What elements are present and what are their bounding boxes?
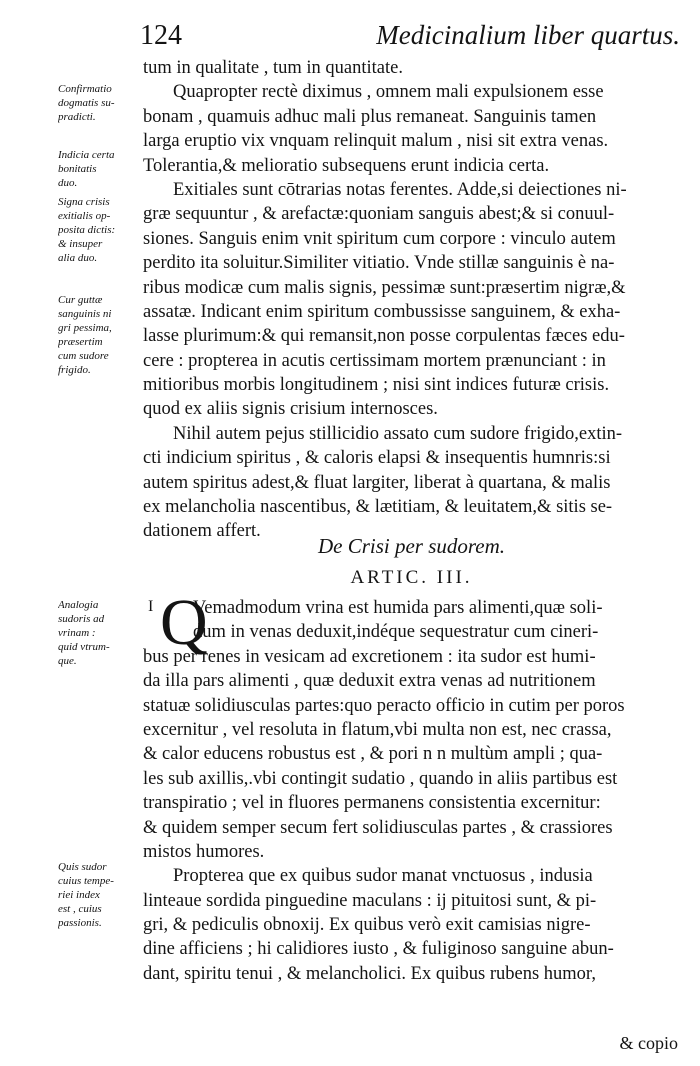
text-line: dant, spiritu tenui , & melancholici. Ex quibus rubens humor, xyxy=(143,963,596,984)
text-line: assatæ. Indicant enim spiritum combussisse sanguinem, & exha- xyxy=(143,301,621,322)
text-line: & calor educens robustus est , & pori n n multùm ampli ; qua- xyxy=(143,744,603,765)
text-line: bonam , quamuis adhuc mali plus remaneat. Sanguinis tamen xyxy=(143,106,597,127)
text-line: da illa pars alimenti , quæ deduxit extra venas ad nutritionem xyxy=(143,671,596,692)
article-heading: ARTIC. III. xyxy=(350,567,473,588)
margin-note: Quis sudor cuius tempe- riei index est , cuius passionis. xyxy=(58,861,114,929)
text-line: larga eruptio vix vnquam relinquit malum , nisi sit extra venas. xyxy=(143,131,609,152)
text-line: les sub axillis,.vbi contingit sudatio , quando in aliis partibus est xyxy=(143,768,618,789)
text-line: excernitur , vel resoluta in flatum,vbi multa non est, nec crassa, xyxy=(143,719,612,740)
margin-note: Indicia certa bonitatis duo. xyxy=(58,149,115,189)
text-line: græ sequuntur , & arefactæ:quoniam sanguis abest;& si conuul- xyxy=(143,204,615,225)
text-line: siones. Sanguis enim vnit spiritum cum corpore : vinculo autem xyxy=(143,228,616,249)
text-line: bus per renes in vesicam ad excretionem : ita sudor est humi- xyxy=(143,646,596,667)
page-number: 124 xyxy=(140,20,182,51)
section-title: De Crisi per sudorem. xyxy=(317,534,506,558)
text-line: mistos humores. xyxy=(143,841,265,862)
text-line: ex melancholia nascentibus, & lætitiam, & leuitatem,& sitis se- xyxy=(143,497,613,518)
text-line: perdito ita soluitur.Similiter vitiatio. Vnde stillæ sanguinis è na- xyxy=(143,253,615,274)
text-line: dine afficiens ; hi calidiores iusto , & fuliginoso sanguine abun- xyxy=(143,939,614,960)
margin-note: Cur guttæ sanguinis ni gri pessima, præsertim cum sudore frigido. xyxy=(58,294,112,376)
margin-note: Confirmatio dogmatis su- pradicti. xyxy=(58,83,115,123)
running-title: Medicinalium liber quartus. xyxy=(376,20,680,50)
text-line: Exitiales sunt cōtrarias notas ferentes. Adde,si deiectiones ni- xyxy=(173,179,627,200)
text-line: Vemadmodum vrina est humida pars alimenti,quæ soli- xyxy=(193,598,603,618)
text-line: mitioribus morbis longitudinem ; nisi sint indices futuræ crisis. xyxy=(143,375,610,396)
drop-capital: Q xyxy=(160,586,208,659)
margin-note: Signa crisis exitialis op- posita dictis: & insuper alia duo. xyxy=(58,196,116,264)
text-line: & quidem semper secum fert solidiusculas partes , & crassiores xyxy=(143,817,613,838)
paragraph-number: I xyxy=(148,598,154,615)
text-line: lasse plurimum:& qui remansit,non posse corpulentas fæces edu- xyxy=(143,326,625,347)
text-line: Nihil autem pejus stillicidio assato cum sudore frigido,extin- xyxy=(173,423,623,444)
page-header xyxy=(140,20,680,54)
text-line: cere : propterea in acutis certissimam mortem prænunciant : in xyxy=(143,350,606,371)
margin-note: Analogia sudoris ad vrinam : quid vtrum- que. xyxy=(58,599,110,667)
text-line: tum in qualitate , tum in quantitate. xyxy=(143,58,403,78)
text-line: dationem affert. xyxy=(143,521,261,542)
text-line: transpiratio ; vel in fluores permanens consistentia excernitur: xyxy=(143,793,601,814)
body-text-lower xyxy=(143,596,680,986)
text-line: Propterea que ex quibus sudor manat vnctuosus , indusia xyxy=(173,866,593,887)
text-line: Quapropter rectè diximus , omnem mali expulsionem esse xyxy=(173,82,604,103)
text-line: statuæ solidiusculas partes:quo peracto officio in cutim per poros xyxy=(143,695,625,716)
text-line: Tolerantia,& melioratio subsequens erunt indicia certa. xyxy=(143,155,550,176)
text-line: cti indicium spiritus , & caloris elapsi & insequentis humnris:si xyxy=(143,448,611,469)
body-text-upper xyxy=(143,56,680,544)
text-line: autem spiritus adest,& fluat largiter, liberat à quartana, & malis xyxy=(143,472,611,493)
text-line: dum in venas deduxit,indéque sequestratur cum cineri- xyxy=(193,622,599,643)
text-line: ribus modicæ cum malis signis, pessimæ sunt:præsertim nigræ,& xyxy=(143,277,626,298)
text-line: quod ex aliis signis crisium internosces. xyxy=(143,399,438,420)
text-line: gri, & pediculis obnoxij. Ex quibus verò exit camisias nigre- xyxy=(143,915,591,936)
text-line: linteaue sordida pinguedine maculans : ij pituitosi sunt, & pi- xyxy=(143,890,597,911)
catchword: & copio xyxy=(619,1033,678,1053)
